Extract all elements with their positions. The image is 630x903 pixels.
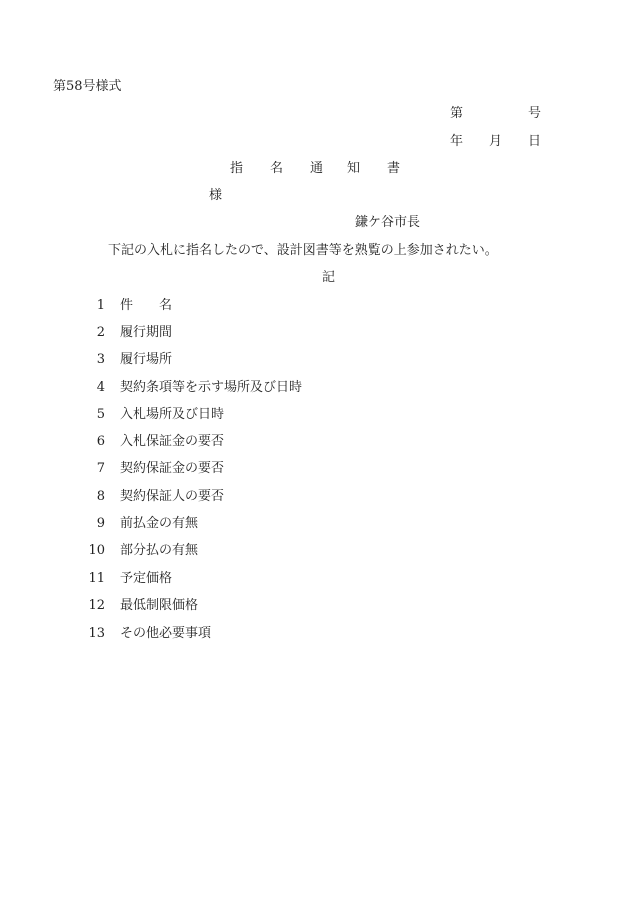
- item-number: 4: [96, 380, 105, 395]
- item-number: 13: [88, 626, 105, 641]
- item-number: 10: [88, 543, 105, 558]
- item-label: 最低制限価格: [120, 598, 199, 613]
- list-item: [0, 380, 400, 396]
- list-item: [0, 461, 400, 477]
- list-item: [0, 571, 400, 587]
- item-number: 12: [88, 598, 105, 613]
- form-number: 第58号様式: [53, 79, 122, 94]
- item-number: 2: [96, 325, 105, 340]
- doc-number-suffix: 号: [528, 106, 542, 121]
- list-item: [0, 352, 400, 368]
- list-item: [0, 598, 400, 614]
- ki-heading: 記: [322, 270, 336, 285]
- list-item: [0, 543, 400, 559]
- item-label: 件 名: [120, 298, 173, 313]
- item-label: 前払金の有無: [120, 516, 199, 531]
- item-number: 7: [96, 461, 105, 476]
- title-char: 名: [270, 161, 284, 176]
- list-item: [0, 325, 400, 341]
- item-label: その他必要事項: [120, 626, 212, 641]
- item-number: 5: [96, 407, 105, 422]
- list-item: [0, 489, 400, 505]
- body-text: 下記の入札に指名したので、設計図書等を熟覧の上参加されたい。: [108, 243, 498, 258]
- item-number: 11: [88, 571, 105, 586]
- item-label: 契約条項等を示す場所及び日時: [120, 380, 303, 395]
- date-year: 年: [450, 134, 464, 149]
- list-item: [0, 626, 400, 642]
- item-number: 3: [96, 352, 105, 367]
- list-item: [0, 407, 400, 423]
- item-label: 契約保証金の要否: [120, 461, 225, 476]
- issuer-name: 鎌ケ谷市長: [355, 215, 421, 230]
- item-label: 履行場所: [120, 352, 173, 367]
- list-item: [0, 434, 400, 450]
- date-day: 日: [528, 134, 542, 149]
- list-item: [0, 298, 400, 314]
- title-char: 指: [230, 161, 244, 176]
- item-label: 部分払の有無: [120, 543, 199, 558]
- item-label: 予定価格: [120, 571, 173, 586]
- title-char: 知: [347, 161, 361, 176]
- item-number: 8: [96, 489, 105, 504]
- item-label: 履行期間: [120, 325, 173, 340]
- date-month: 月: [489, 134, 503, 149]
- title-char: 書: [387, 161, 401, 176]
- item-label: 入札場所及び日時: [120, 407, 225, 422]
- recipient-honorific: 様: [209, 188, 223, 203]
- item-number: 9: [96, 516, 105, 531]
- item-number: 6: [96, 434, 105, 449]
- list-item: [0, 516, 400, 532]
- item-label: 契約保証人の要否: [120, 489, 225, 504]
- doc-number-prefix: 第: [450, 106, 464, 121]
- item-number: 1: [96, 298, 105, 313]
- item-label: 入札保証金の要否: [120, 434, 225, 449]
- title-char: 通: [310, 161, 324, 176]
